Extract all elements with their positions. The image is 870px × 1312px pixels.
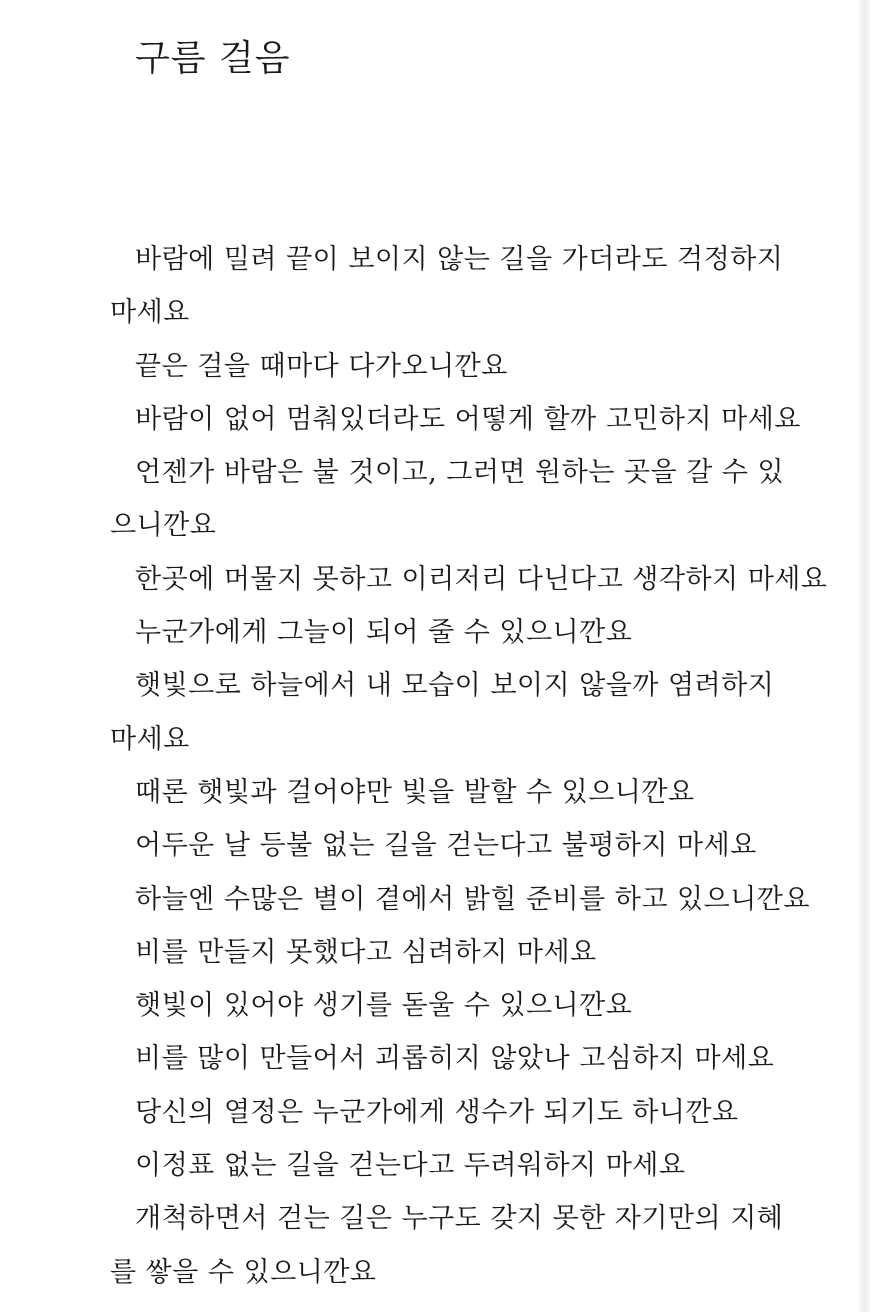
poem-line: 어두운 날 등불 없는 길을 걷는다고 불평하지 마세요 <box>135 830 757 862</box>
poem-line: 당신의 열정은 누군가에게 생수가 되기도 하니깐요 <box>135 1096 739 1128</box>
poem-line: 한곳에 머물지 못하고 이리저리 다닌다고 생각하지 마세요 <box>135 563 828 595</box>
poem-line: 개척하면서 걷는 길은 누구도 갖지 못한 자기만의 지혜 <box>135 1203 784 1235</box>
poem-line-continuation: 를 쌓을 수 있으니깐요 <box>110 1256 377 1288</box>
page-title: 구름 걸음 <box>135 38 291 79</box>
poem-line: 햇빛으로 하늘에서 내 모습이 보이지 않을까 염려하지 <box>135 670 775 702</box>
poem-line-continuation: 마세요 <box>110 723 190 755</box>
poem-line: 누군가에게 그늘이 되어 줄 수 있으니깐요 <box>135 617 633 649</box>
poem-line: 바람이 없어 멈춰있더라도 어떻게 할까 고민하지 마세요 <box>135 403 801 435</box>
poem-line: 햇빛이 있어야 생기를 돋울 수 있으니깐요 <box>135 990 633 1022</box>
poem-line: 끝은 걸을 때마다 다가오니깐요 <box>135 350 508 382</box>
poem-line-continuation: 마세요 <box>110 297 190 329</box>
page-edge-shadow <box>856 0 870 1312</box>
poem-line: 바람에 밀려 끝이 보이지 않는 길을 가더라도 걱정하지 <box>135 244 784 275</box>
poem-line: 하늘엔 수많은 별이 곁에서 밝힐 준비를 하고 있으니깐요 <box>135 883 810 915</box>
poem-line: 비를 많이 만들어서 괴롭히지 않았나 고심하지 마세요 <box>135 1043 775 1075</box>
poem-line: 이정표 없는 길을 걷는다고 두려워하지 마세요 <box>135 1150 686 1182</box>
poem-line: 때론 햇빛과 걸어야만 빛을 발할 수 있으니깐요 <box>135 776 695 808</box>
poem-line-continuation: 으니깐요 <box>110 510 217 542</box>
poem-line: 비를 만들지 못했다고 심려하지 마세요 <box>135 936 597 968</box>
poem-line: 언젠가 바람은 불 것이고, 그러면 원하는 곳을 갈 수 있 <box>135 457 785 489</box>
poem-body <box>110 238 828 1304</box>
